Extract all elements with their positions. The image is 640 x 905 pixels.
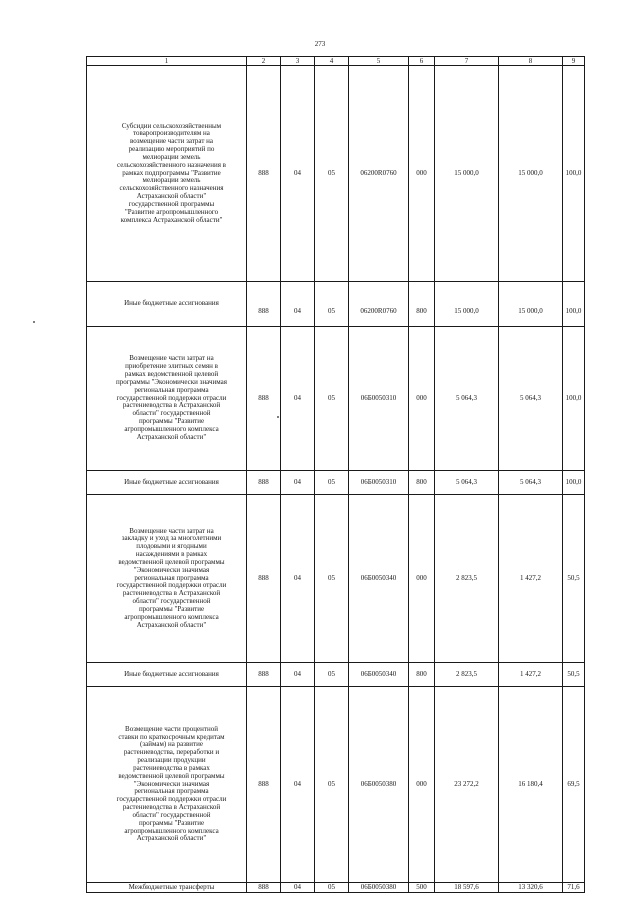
row-cell: 800 [409,663,435,687]
row-cell: 04 [281,495,315,663]
row-cell: 5 064,3 [435,471,499,495]
row-cell: 5 064,3 [435,327,499,471]
column-header: 5 [349,57,409,66]
table-row [87,663,585,687]
column-header: 9 [563,57,585,66]
row-cell: 06Б0050380 [349,687,409,883]
column-header: 4 [315,57,349,66]
row-cell: 50,5 [563,495,585,663]
row-cell: 15 000,0 [499,66,563,282]
table-row [87,471,585,495]
row-cell: 05 [315,327,349,471]
column-header: 1 [87,57,247,66]
row-cell: 69,5 [563,687,585,883]
row-cell: 1 427,2 [499,663,563,687]
row-cell: 04 [281,687,315,883]
row-cell: 05 [315,687,349,883]
row-cell: 05 [315,883,349,893]
row-cell: 888 [247,327,281,471]
row-cell: 000 [409,495,435,663]
row-description [87,883,247,893]
row-cell: 23 272,2 [435,687,499,883]
table-row [87,282,585,327]
column-header: 7 [435,57,499,66]
row-cell: 15 000,0 [435,66,499,282]
row-description [87,495,247,663]
row-description-text: Иные бюджетные ассигнования [124,299,219,308]
row-description-text: Возмещение части процентной ставки по краткосрочным кредитам (займам) на развитие растениеводства, переработки и реализации продукции растениеводства в рамках ведомственной целевой программы "Экономически значимая региональная программа государственной поддержки отрасли растениеводства в Астраханской области" государственной программы "Развитие агропромышленного комплекса Астраханской области" [116,724,227,843]
row-cell: 15 000,0 [435,282,499,327]
row-cell: 71,6 [563,883,585,893]
row-cell: 06Б0050310 [349,327,409,471]
row-description [87,66,247,282]
column-header: 6 [409,57,435,66]
row-description [87,327,247,471]
row-cell: 500 [409,883,435,893]
row-cell: 2 823,5 [435,663,499,687]
row-description [87,471,247,495]
row-cell: 04 [281,883,315,893]
row-cell: 000 [409,327,435,471]
row-cell: 100,0 [563,282,585,327]
row-cell: 1 427,2 [499,495,563,663]
row-cell: 800 [409,282,435,327]
row-cell: 05 [315,495,349,663]
row-cell: 888 [247,471,281,495]
column-header: 8 [499,57,563,66]
table-header-row [87,57,585,66]
row-cell: 04 [281,327,315,471]
table-row [87,495,585,663]
row-cell: 05 [315,663,349,687]
row-cell: 04 [281,663,315,687]
row-cell: 06Б0050340 [349,663,409,687]
row-description-text: Возмещение части затрат на закладку и уход за многолетними плодовыми и ягодными насаждениями в рамках ведомственной целевой программы "Экономически значимая региональная программа государственной поддержки отрасли растениеводства в Астраханской области" государственной программы "Развитие агропромышленного комплекса Астраханской области" [116,526,227,629]
row-cell: 06200R0760 [349,66,409,282]
row-cell: 000 [409,687,435,883]
row-cell: 50,5 [563,663,585,687]
budget-table [86,56,585,893]
row-description-text: Возмещение части затрат на приобретение элитных семян в рамках ведомственной целевой программы "Экономически значимая региональная программа государственной поддержки отрасли растениеводства в Астраханской области" государственной программы "Развитие агропромышленного комплекса Астраханской области" [116,354,227,441]
row-description [87,687,247,883]
table-row [87,883,585,893]
row-cell: 5 064,3 [499,471,563,495]
row-cell: 800 [409,471,435,495]
row-cell: 888 [247,282,281,327]
row-cell: 5 064,3 [499,327,563,471]
row-description [87,663,247,687]
row-cell: 04 [281,471,315,495]
row-cell: 100,0 [563,327,585,471]
row-cell: 06Б0050340 [349,495,409,663]
column-header: 3 [281,57,315,66]
row-cell: 15 000,0 [499,282,563,327]
row-cell: 04 [281,282,315,327]
row-cell: 06Б0050310 [349,471,409,495]
table-row [87,687,585,883]
margin-dot [33,321,35,323]
row-description-text: Межбюджетные трансферты [128,882,215,891]
row-description [87,282,247,327]
row-cell: 888 [247,663,281,687]
row-cell: 18 597,6 [435,883,499,893]
row-description-text: Субсидии сельскохозяйственным товаропроизводителям на возмещение части затрат на реализацию мероприятий по мелиорации земель сельскохозяйственного назначения в рамках подпрограммы "Развитие мелиорации земель сельскохозяйственного назначения Астраханской области" государственной программы "Развитие агропромышленного комплекса Астраханской области" [117,121,226,224]
table-row [87,66,585,282]
table-row [87,327,585,471]
row-cell: 05 [315,282,349,327]
row-cell: 05 [315,66,349,282]
row-cell: 16 180,4 [499,687,563,883]
row-cell: 888 [247,66,281,282]
column-header: 2 [247,57,281,66]
row-description-text: Иные бюджетные ассигнования [124,669,219,678]
row-description-text: Иные бюджетные ассигнования [124,477,219,486]
row-cell: 2 823,5 [435,495,499,663]
row-cell: 05 [315,471,349,495]
row-cell: 100,0 [563,66,585,282]
row-cell: 100,0 [563,471,585,495]
row-cell: 888 [247,687,281,883]
row-cell: 06200R0760 [349,282,409,327]
row-cell: 04 [281,66,315,282]
row-cell: 888 [247,495,281,663]
row-cell: 06Б0050380 [349,883,409,893]
page-number: 273 [314,40,326,48]
row-cell: 888 [247,883,281,893]
row-cell: 13 320,6 [499,883,563,893]
row-cell: 000 [409,66,435,282]
